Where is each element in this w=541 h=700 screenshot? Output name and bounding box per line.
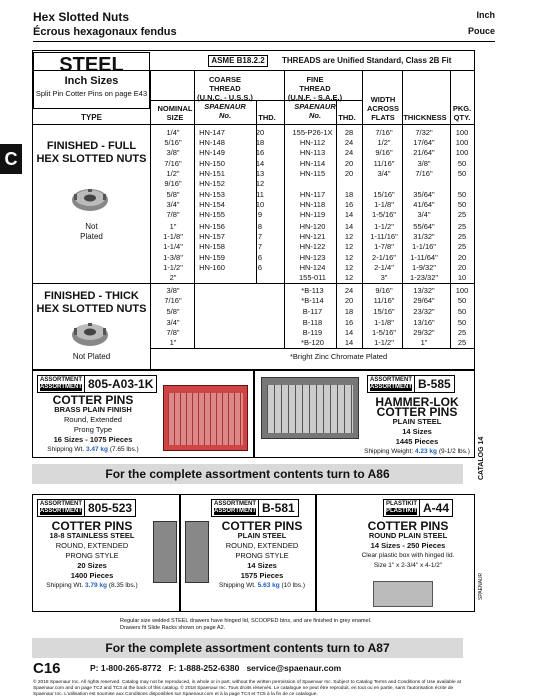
table-cell: 5/16" xyxy=(164,138,182,147)
fine-header: FINE THREAD (U.N.F. - S.A.E.) SPAENAUR No. xyxy=(287,75,343,120)
table-cell: 14 xyxy=(344,210,354,219)
assortment-banner[interactable]: For the complete assortment contents turn to A86 xyxy=(32,464,463,484)
table-cell: 7/32" xyxy=(415,128,433,137)
table-cell: 41/64" xyxy=(413,200,435,209)
table-cell: 29/64" xyxy=(413,296,435,305)
steel-title: STEEL xyxy=(59,54,124,76)
table-cell: 1-9/32" xyxy=(412,263,436,272)
table-cell: HN-153 xyxy=(199,190,225,199)
table-cell: 1-1/16" xyxy=(412,242,436,251)
table-cell: 11/16" xyxy=(373,159,395,168)
coarse-header: COARSE THREAD (U.N.C. - U.S.S.) SPAENAUR No. xyxy=(197,75,253,120)
table-cell: HN-122 xyxy=(299,242,326,251)
table-cell: 12 xyxy=(344,273,354,282)
table-cell: *B-113 xyxy=(301,286,324,295)
table-cell: 3/8" xyxy=(166,148,180,157)
table-cell: 7 xyxy=(257,242,263,251)
table-cell: HN-147 xyxy=(199,128,225,137)
divider xyxy=(284,70,285,348)
table-cell: HN-157 xyxy=(199,232,225,241)
assortment-badge: ASSORTMENT ASSORTMENT 805-523 xyxy=(37,499,136,517)
table-cell: 100 xyxy=(455,128,469,137)
fine-thd-header: THD. xyxy=(338,113,356,122)
table-cell: 1-1/2" xyxy=(374,338,394,347)
table-cell: 50 xyxy=(457,200,467,209)
table-cell: 1-5/16" xyxy=(372,210,396,219)
table-cell: 8 xyxy=(257,222,263,231)
table-cell: 1-1/8" xyxy=(374,200,394,209)
table-cell: 3/8" xyxy=(417,159,431,168)
divider xyxy=(150,100,362,101)
footer-legal: © 2018 Spaenaur Inc. All rights reserved. Catalog may not be reproduced, in whole or in part, without the written permission of Spaenaur Inc. Subject to Catalog Terms and Conditions of Use available at Spaenaur.com and on page TC2 and TC3 at the back of this catalog. © 2018 Spaenaur Inc. Tous droits réservés. Le catalogue ne peut être reproduit, en tout ou en partie, sans l'autorisation écrite de Spaenaur Inc. L'utilisation est soumise aux Conditions disponibles sur Spaenaur.com et à la page TC4 et TC5 à la fin de ce catalogue. xyxy=(33,680,461,697)
divider xyxy=(362,70,363,348)
table-cell: HN-120 xyxy=(299,222,326,231)
table-cell: 35/64" xyxy=(413,190,435,199)
section-thick-title: FINISHED - THICK HEX SLOTTED NUTS xyxy=(36,290,147,315)
pkg-header: PKG. QTY. xyxy=(452,104,472,122)
table-cell: 3/4" xyxy=(166,318,180,327)
table-cell: 25 xyxy=(457,210,467,219)
regular-note: Regular size welded STEEL drawers have hinged lid, SCOOPED bins, and are finished in grey enamel. Drawers fit Slide Racks shown on page A2. xyxy=(120,618,372,631)
assortment-badge: ASSORTMENT ASSORTMENT B-581 xyxy=(211,499,299,517)
table-cell: 50 xyxy=(457,318,467,327)
table-cell: 3/4" xyxy=(417,210,431,219)
table-cell: HN-124 xyxy=(299,263,326,272)
table-cell: 7/16" xyxy=(164,159,182,168)
table-cell: 25 xyxy=(457,242,467,251)
table-cell: 20 xyxy=(344,169,354,178)
table-cell: 2" xyxy=(169,273,177,282)
table-cell: 10 xyxy=(255,200,265,209)
section-full-title: FINISHED - FULL HEX SLOTTED NUTS xyxy=(36,140,147,165)
assortment-badge: PLASTIKIT PLASTIKIT A-44 xyxy=(383,499,453,517)
assortment-card[interactable]: PLASTIKIT PLASTIKIT A-44 COTTER PINS ROUND PLAIN STEEL 14 Sizes - 250 Pieces Clear plastic box with hinged lid. Size 1" x 2-3/4" x 4-1/2" xyxy=(316,494,475,612)
table-cell: HN-113 xyxy=(299,148,326,157)
table-cell: 12 xyxy=(344,232,354,241)
table-cell: 14 xyxy=(255,159,265,168)
table-cell: B-117 xyxy=(302,307,323,316)
table-cell: HN-160 xyxy=(199,263,225,272)
table-cell: 24 xyxy=(344,148,354,157)
table-cell: 13 xyxy=(255,169,265,178)
table-cell: 1-23/32" xyxy=(409,273,439,282)
table-cell: 1-11/16" xyxy=(370,232,398,241)
table-cell: 7/16" xyxy=(164,296,182,305)
threads-note: THREADS are Unified Standard, Class 2B Fit xyxy=(282,56,452,65)
type-header: TYPE xyxy=(81,113,102,122)
table-cell: 20 xyxy=(255,128,265,137)
table-cell: 100 xyxy=(455,286,469,295)
table-cell: 5/8" xyxy=(166,190,180,199)
table-cell: 1-1/8" xyxy=(163,232,183,241)
assortment-card[interactable]: ASSORTMENT ASSORTMENT B-585 HAMMER-LOK COTTER PINS PLAIN STEEL 14 Sizes 1445 Pieces Shipping Weight: 4.23 kg (9-1/2 lbs.) xyxy=(254,370,475,458)
table-cell: 5/8" xyxy=(166,307,180,316)
table-cell: 20 xyxy=(344,159,354,168)
email-link[interactable]: service@spaenaur.com xyxy=(246,663,342,673)
table-cell: HN-123 xyxy=(299,253,326,262)
header-fr xyxy=(33,26,495,42)
table-cell: 7 xyxy=(257,232,263,241)
table-cell: 1-1/2" xyxy=(163,263,183,272)
side-catalog-label: CATALOG 14 xyxy=(478,436,485,480)
table-cell: 7/16" xyxy=(375,128,393,137)
table-cell: 13/32" xyxy=(413,286,435,295)
table-cell: 1" xyxy=(420,338,428,347)
table-cell: HN-154 xyxy=(199,200,225,209)
table-cell: 15/16" xyxy=(373,307,395,316)
table-cell: 1/4" xyxy=(166,128,180,137)
table-cell: 1" xyxy=(169,338,177,347)
table-cell: 3/4" xyxy=(166,200,180,209)
drawer-grid xyxy=(168,393,243,445)
table-cell: 16 xyxy=(344,318,354,327)
table-cell: HN-158 xyxy=(199,242,225,251)
slotted-nut-icon xyxy=(70,186,110,214)
divider xyxy=(150,70,151,370)
table-cell: HN-150 xyxy=(199,159,225,168)
table-cell: 3/4" xyxy=(377,169,391,178)
table-cell: HN-112 xyxy=(299,138,326,147)
nominal-header: NOMINAL SIZE xyxy=(157,104,193,122)
table-cell: 20 xyxy=(457,263,467,272)
assortment-drawer-image xyxy=(185,521,209,583)
side-brand-label: SPAENAUR xyxy=(478,572,484,600)
section-thick-caption: Not Plated xyxy=(72,352,111,361)
table-cell: 1/2" xyxy=(377,138,391,147)
table-cell: 1-1/8" xyxy=(374,318,394,327)
table-cell: 1" xyxy=(169,222,177,231)
header-en xyxy=(33,10,495,24)
table-cell: B-118 xyxy=(302,318,323,327)
table-cell: 14 xyxy=(344,338,354,347)
table-cell: 50 xyxy=(457,169,467,178)
assortment-badge: ASSORTMENT ASSORTMENT 805-A03-1K xyxy=(37,375,157,393)
table-cell: 16 xyxy=(344,200,354,209)
table-cell: 11/16" xyxy=(373,296,395,305)
table-cell: *B-114 xyxy=(301,296,324,305)
table-cell: 18 xyxy=(344,190,354,199)
steel-subtitle: Inch Sizes xyxy=(64,75,119,87)
table-cell: 18 xyxy=(344,307,354,316)
table-cell: 7/8" xyxy=(166,328,180,337)
table-cell: 12 xyxy=(255,179,265,188)
table-cell: 15/16" xyxy=(373,190,395,199)
table-cell: 100 xyxy=(455,148,469,157)
unit-label: Inch xyxy=(476,10,495,20)
table-cell: 100 xyxy=(455,138,469,147)
assortment-banner[interactable]: For the complete assortment contents turn to A87 xyxy=(32,638,463,658)
table-cell: 2-1/16" xyxy=(372,253,396,262)
table-cell: 10 xyxy=(457,273,467,282)
table-cell: 6 xyxy=(257,263,263,272)
chrome-note: *Bright Zinc Chromate Plated xyxy=(290,352,388,361)
table-cell: HN-151 xyxy=(199,169,225,178)
table-cell: 11 xyxy=(256,190,264,199)
table-cell: 50 xyxy=(457,296,467,305)
assortment-card[interactable]: ASSORTMENT ASSORTMENT 805-A03-1K COTTER PINS BRASS PLAIN FINISH Round, Extended Prong Type 16 Sizes - 1075 Pieces Shipping Wt. 3.47 kg (7.65 lbs.) xyxy=(32,370,254,458)
footer-contact xyxy=(90,663,341,673)
table-cell: 9/16" xyxy=(375,286,393,295)
divider xyxy=(32,70,475,71)
table-cell: 12 xyxy=(344,253,354,262)
table-cell: *B-120 xyxy=(301,338,324,347)
table-cell: 1/2" xyxy=(166,169,180,178)
table-cell: 14 xyxy=(344,222,354,231)
table-cell: 29/32" xyxy=(413,328,435,337)
table-cell: 17/64" xyxy=(413,138,435,147)
thickness-header: THICKNESS xyxy=(403,113,447,122)
coarse-thd-header: THD. xyxy=(258,113,276,122)
table-cell: 7/8" xyxy=(166,210,180,219)
table-cell: 155-011 xyxy=(299,273,326,282)
divider xyxy=(450,70,451,348)
table-cell: B-119 xyxy=(302,328,323,337)
table-cell: 31/32" xyxy=(413,232,435,241)
page-title: Hex Slotted Nuts xyxy=(33,10,130,24)
table-cell: 25 xyxy=(457,232,467,241)
phone[interactable]: P: 1-800-265-8772 xyxy=(90,663,162,673)
page-title-fr: Écrous hexagonaux fendus xyxy=(33,26,177,38)
table-cell: 20 xyxy=(344,296,354,305)
table-cell: 1-1/2" xyxy=(374,222,394,231)
table-cell: 3" xyxy=(380,273,388,282)
steel-note: Split Pin Cotter Pins on page E43 xyxy=(35,89,148,98)
table-cell: 7/16" xyxy=(415,169,433,178)
assortment-card[interactable]: ASSORTMENT ASSORTMENT B-581 COTTER PINS PLAIN STEEL ROUND, EXTENDED PRONG STYLE 14 Sizes 1575 Pieces Shipping Wt. 5.63 kg (10 lbs.) xyxy=(180,494,316,612)
table-cell: 50 xyxy=(457,159,467,168)
divider xyxy=(150,348,475,349)
table-cell: HN-148 xyxy=(199,138,225,147)
page-number: C16 xyxy=(33,660,61,677)
table-cell: HN-118 xyxy=(299,200,326,209)
table-cell: 1-3/8" xyxy=(163,253,183,262)
divider xyxy=(336,100,337,348)
table-cell: 18 xyxy=(255,138,265,147)
table-cell: HN-121 xyxy=(299,232,326,241)
table-cell: HN-155 xyxy=(199,210,225,219)
table-cell: 55/64" xyxy=(413,222,435,231)
table-cell: 1-5/16" xyxy=(372,328,396,337)
assortment-drawer-image xyxy=(153,521,177,583)
table-cell: 1-1/4" xyxy=(163,242,183,251)
drawer-grid xyxy=(267,385,353,433)
unit-label-fr: Pouce xyxy=(467,26,495,36)
table-cell: HN-115 xyxy=(299,169,326,178)
table-cell: 9/16" xyxy=(375,148,393,157)
table-cell: 1-7/8" xyxy=(374,242,394,251)
table-cell: HN-159 xyxy=(199,253,225,262)
slotted-nut-icon xyxy=(70,320,110,348)
table-cell: 50 xyxy=(457,307,467,316)
table-cell: 12 xyxy=(344,263,354,272)
steel-box xyxy=(33,52,150,109)
table-cell: 16 xyxy=(255,148,265,157)
table-cell: 25 xyxy=(457,222,467,231)
table-cell: 13/16" xyxy=(413,318,435,327)
table-cell: 1-11/64" xyxy=(410,253,438,262)
divider xyxy=(32,283,475,284)
section-tab[interactable]: C xyxy=(0,144,22,174)
table-cell: 24 xyxy=(344,138,354,147)
table-cell: HN-156 xyxy=(199,222,225,231)
table-cell: HN-119 xyxy=(299,210,326,219)
table-cell: HN-117 xyxy=(299,190,326,199)
width-header: WIDTH ACROSS FLATS xyxy=(366,95,400,122)
plastikit-image xyxy=(373,581,433,607)
table-cell: 9/16" xyxy=(164,179,182,188)
table-cell: 2-1/4" xyxy=(374,263,394,272)
table-cell: 23/32" xyxy=(413,307,435,316)
table-cell: HN-149 xyxy=(199,148,225,157)
assortment-badge: ASSORTMENT ASSORTMENT B-585 xyxy=(367,375,455,393)
table-cell: 24 xyxy=(344,286,354,295)
table-cell: 3/8" xyxy=(166,286,180,295)
standard-badge: ASME B18.2.2 xyxy=(208,55,268,67)
table-cell: 9 xyxy=(257,210,263,219)
table-cell: 155-P26-1X xyxy=(292,128,333,137)
table-cell: 28 xyxy=(344,128,354,137)
table-cell: 21/64" xyxy=(413,148,435,157)
assortment-card[interactable]: ASSORTMENT ASSORTMENT 805-523 COTTER PINS 18-8 STAINLESS STEEL ROUND, EXTENDED PRONG STYLE 20 Sizes 1400 Pieces Shipping Wt. 3.79 kg (8.35 lbs.) xyxy=(32,494,180,612)
section-full-caption: Not Plated xyxy=(80,222,103,241)
table-cell: 50 xyxy=(457,190,467,199)
table-cell: 25 xyxy=(457,328,467,337)
table-cell: 14 xyxy=(344,328,354,337)
table-cell: 6 xyxy=(257,253,263,262)
table-cell: 12 xyxy=(344,242,354,251)
fax: F: 1-888-252-6380 xyxy=(168,663,240,673)
divider xyxy=(402,70,403,348)
table-cell: HN-152 xyxy=(199,179,225,188)
table-cell: 20 xyxy=(457,253,467,262)
table-cell: 25 xyxy=(457,338,467,347)
divider xyxy=(32,124,475,125)
table-cell: HN-114 xyxy=(299,159,326,168)
